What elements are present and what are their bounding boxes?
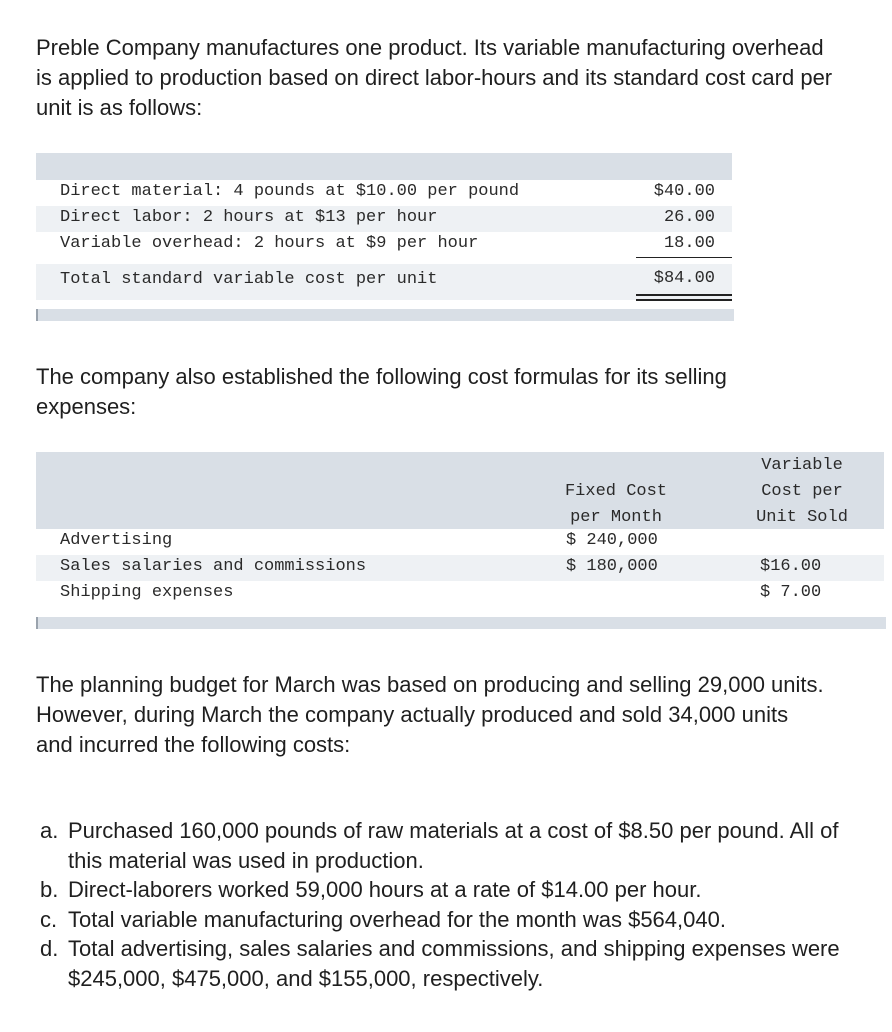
list-item-text: Purchased 160,000 pounds of raw materials at a cost of $8.50 per pound. All of this material was used in production. (68, 818, 839, 873)
row-label: Direct labor: 2 hours at $13 per hour (60, 208, 438, 227)
table-row (36, 555, 884, 581)
variable-cost-cell: $16.00 (760, 557, 822, 576)
row-value: $40.00 (653, 182, 715, 201)
row-label: Sales salaries and commissions (60, 557, 367, 576)
row-label: Shipping expenses (60, 583, 234, 602)
header-line: Cost per (761, 482, 843, 501)
selling-expenses-table (36, 452, 884, 607)
planning-paragraph: The planning budget for March was based on producing and selling 29,000 units. However, during March the company actually produced and sold 34,000 units and incurred the following costs: (36, 672, 824, 757)
list-item (40, 875, 860, 905)
table-row (36, 180, 732, 206)
table-header-band (36, 452, 884, 529)
list-item (40, 816, 860, 875)
table-row (36, 232, 732, 258)
row-label: Direct material: 4 pounds at $10.00 per pound (60, 182, 520, 201)
header-line: Unit Sold (756, 508, 848, 527)
list-item-text: Direct-laborers worked 59,000 hours at a rate of $14.00 per hour. (68, 877, 702, 903)
actual-costs-list (40, 816, 860, 994)
fixed-cost-header (556, 479, 676, 531)
fixed-cost-cell: $ 240,000 (566, 531, 658, 550)
total-row (36, 264, 732, 300)
list-marker: d. (40, 936, 59, 962)
table-header-band (36, 153, 732, 180)
list-item (40, 934, 860, 993)
row-value: 18.00 (663, 234, 715, 253)
total-double-underline (636, 294, 732, 301)
list-marker: a. (40, 818, 59, 843)
table-row (36, 529, 884, 555)
table-row (36, 581, 884, 607)
table-footer-band (36, 309, 734, 321)
row-label: Advertising (60, 531, 173, 550)
subtotal-underline (636, 257, 732, 258)
header-line: Fixed Cost (564, 482, 668, 501)
standard-cost-card-table (36, 153, 732, 300)
list-marker: b. (40, 877, 59, 903)
total-value: $84.00 (653, 269, 715, 288)
list-item-text: Total advertising, sales salaries and commissions, and shipping expenses were $245,000, $475,000, and $155,000, respectively. (68, 936, 840, 991)
variable-cost-cell: $ 7.00 (760, 583, 822, 602)
header-line: Variable (761, 456, 843, 475)
row-value: 26.00 (663, 208, 715, 227)
fixed-cost-cell: $ 180,000 (566, 557, 658, 576)
header-line: per Month (570, 508, 662, 527)
intro-paragraph: Preble Company manufactures one product. Its variable manufacturing overhead is applied to production based on direct labor-hours and its standard cost card per unit is as follows: (36, 35, 833, 120)
table-row (36, 206, 732, 232)
variable-cost-header (736, 453, 868, 531)
selling-intro-paragraph: The company also established the following cost formulas for its selling expenses: (36, 364, 727, 419)
list-marker: c. (40, 906, 58, 932)
table-footer-band (36, 617, 886, 629)
list-item-text: Total variable manufacturing overhead for the month was $564,040. (68, 906, 726, 932)
row-label: Variable overhead: 2 hours at $9 per hour (60, 234, 479, 253)
list-item (40, 905, 860, 935)
total-label: Total standard variable cost per unit (60, 270, 438, 289)
